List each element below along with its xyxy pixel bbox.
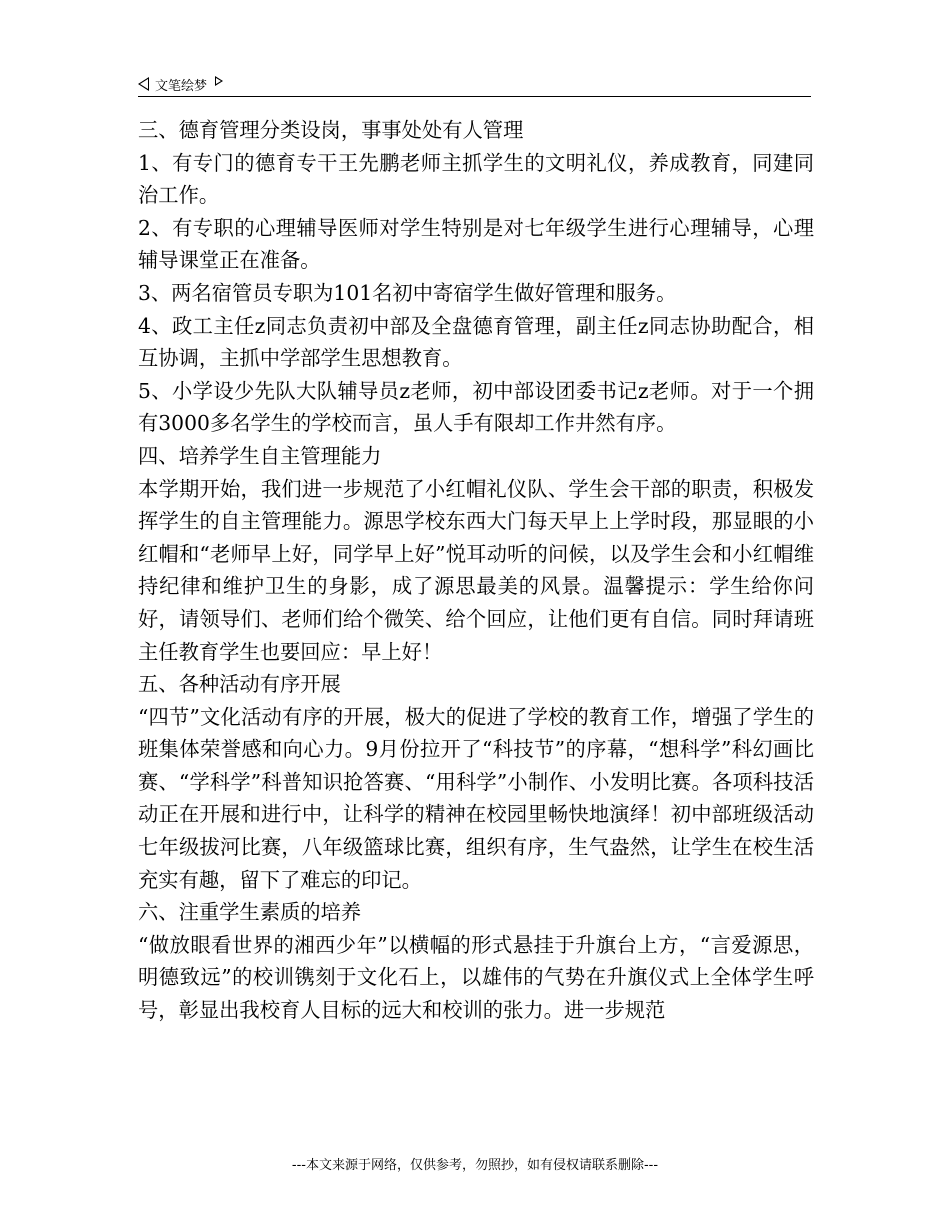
section-heading-4: 四、培养学生自主管理能力 [138,443,382,468]
section-heading-6: 六、注重学生素质的培养 [138,900,362,925]
paragraph: 本学期开始，我们进一步规范了小红帽礼仪队、学生会干部的职责，积极发挥学生的自主管理能力。源思学校东西大门每天早上上学时段，那显眼的小红帽和“老师早上好，同学早上好”悦耳动听的问候，以及学生会和小红帽维持纪律和维护卫生的身影，成了源思最美的风景。温馨提示：学生给你问好，请领导们、老师们给个微笑、给个回应，让他们更有自信。同时拜请班主任教育学生也要回应：早上好！ [138,476,814,664]
paragraph: 4、政工主任z同志负责初中部及全盘德育管理，副主任z同志协助配合，相互协调，主抓中学部学生思想教育。 [138,313,814,371]
header-title: 文笔绘梦 [155,78,208,94]
paragraph: 2、有专职的心理辅导医师对学生特别是对七年级学生进行心理辅导，心理辅导课堂正在准备。 [138,215,814,273]
document-body [138,114,814,1027]
paragraph: 5、小学设少先队大队辅导员z老师，初中部设团委书记z老师。对于一个拥有3000多名学生的学校而言，虽人手有限却工作井然有序。 [138,378,814,436]
paragraph: 1、有专门的德育专干王先鹏老师主抓学生的文明礼仪，养成教育，同建同治工作。 [138,150,814,208]
paragraph: “四节”文化活动有序的开展，极大的促进了学校的教育工作，增强了学生的班集体荣誉感和向心力。9月份拉开了“科技节”的序幕，“想科学”科幻画比赛、“学科学”科普知识抢答赛、“用科学”小制作、小发明比赛。各项科技活动正在开展和进行中，让科学的精神在校园里畅快地演绎！初中部班级活动七年级拔河比赛，八年级篮球比赛，组织有序，生气盎然，让学生在校生活充实有趣，留下了难忘的印记。 [138,704,814,892]
page-header [138,72,811,97]
paragraph: “做放眼看世界的湘西少年”以横幅的形式悬挂于升旗台上方，“言爱源思，明德致远”的校训镌刻于文化石上，以雄伟的气势在升旗仪式上全体学生呼号，彰显出我校育人目标的远大和校训的张力。进一步规范 [138,932,814,1023]
paragraph: 3、两名宿管员专职为101名初中寄宿学生做好管理和服务。 [138,280,677,305]
page-footer: ---本文来源于网络，仅供参考，勿照抄，如有侵权请联系删除--- [291,1158,659,1173]
triangle-right-icon [215,76,223,86]
triangle-left-icon [138,77,149,91]
section-heading-3: 三、德育管理分类设岗，事事处处有人管理 [138,118,524,142]
section-heading-5: 五、各种活动有序开展 [138,672,341,697]
